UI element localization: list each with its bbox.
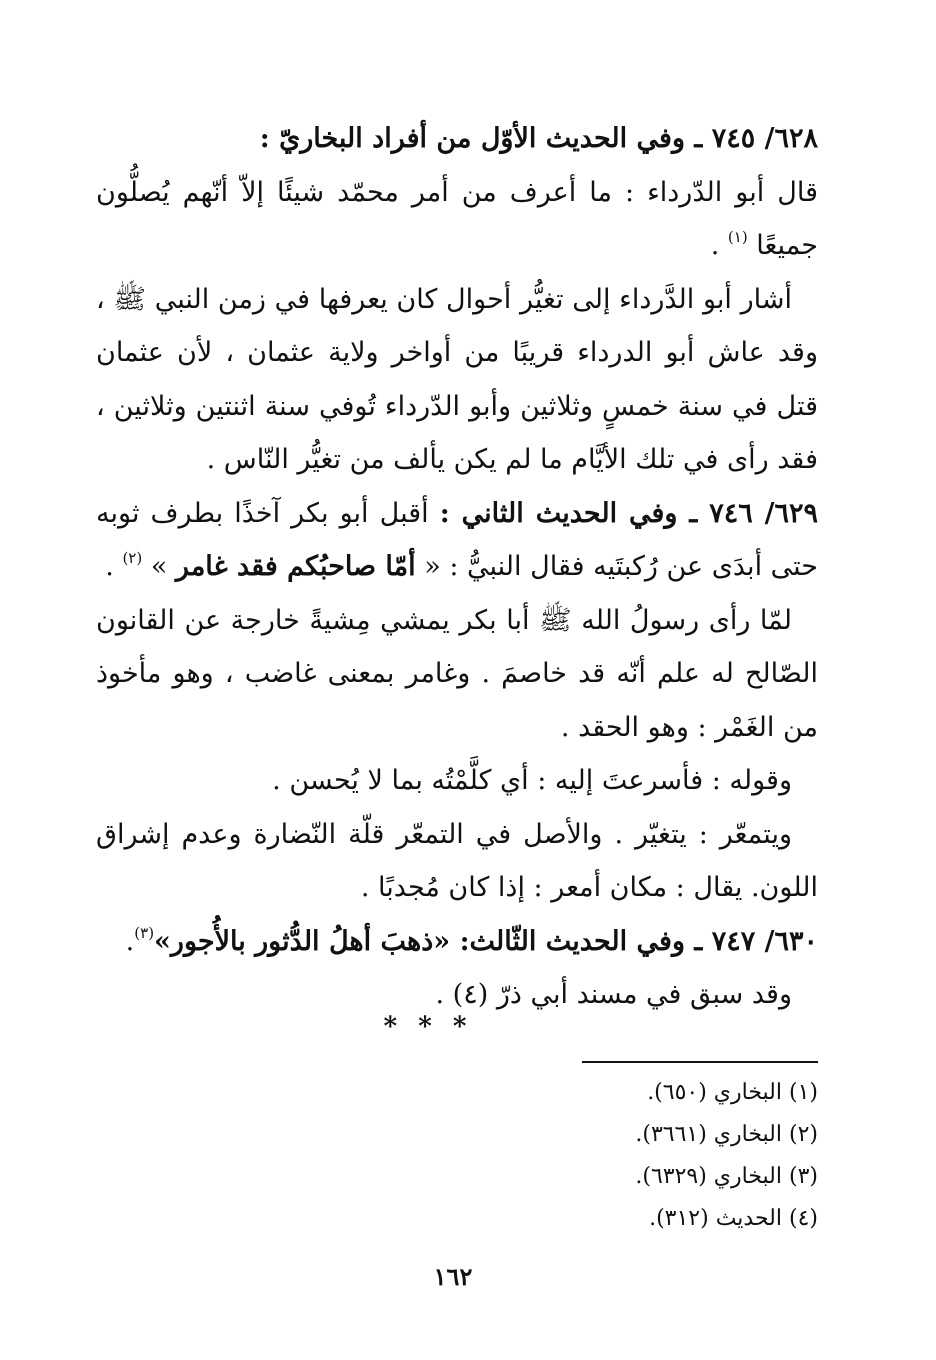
hadith-628-text: قال أبو الدّرداء : ما أعرف من أمر محمّد شيئًا إلاّ أنّهم يُصلُّون جميعًا [96, 176, 818, 261]
footnotes [418, 1072, 818, 1240]
commentary-629-2: وقوله : فأسرعتَ إليه : أي كلَّمْتُه بما لا يُحسن . [272, 765, 792, 796]
footnote-2: (٢) البخاري (٣٦٦١). [635, 1122, 818, 1147]
hadith-629 [96, 487, 818, 594]
footnote-ref-2: (٢) [122, 549, 143, 567]
footnote-divider [582, 1061, 818, 1063]
footnote-4: (٤) الحديث (٣١٢). [649, 1206, 818, 1231]
hadith-628-heading: ٦٢٨/ ٧٤٥ ـ وفي الحديث الأوّل من أفراد البخاريّ : [259, 123, 818, 154]
section-separator: * * * [383, 1012, 473, 1042]
hadith-629-end: . [105, 551, 123, 582]
hadith-629-heading: ٦٢٩/ ٧٤٦ ـ وفي الحديث الثاني : [439, 497, 818, 529]
commentary-629-1: لمّا رأى رسولُ الله ﷺ أبا بكر يمشي مِشيةً خارجة عن القانون الصّالح له علم أنّه قد خاصمَ . وغامر بمعنى غاضب ، وهو مأخوذ من الغَمْر : وهو الحقد . [96, 604, 818, 743]
commentary-630: وقد سبق في مسند أبي ذرّ (٤) . [435, 979, 792, 1010]
hadith-629-text: أقبل أبو بكر آخذًا بطرف ثوبه حتى أبدَى عن رُكبتَيه فقال النبيُّ : « [96, 497, 818, 582]
footnote-ref-1: (١) [727, 228, 748, 246]
hadith-630-end: . [125, 925, 135, 957]
hadith-630 [96, 915, 818, 969]
page-number: ١٦٢ [433, 1262, 473, 1291]
page-body [96, 112, 818, 1022]
hadith-630-heading: ٦٣٠/ ٧٤٧ ـ وفي الحديث الثّالث: «ذهبَ أهلُ الدُّثور بالأُجور» [154, 925, 818, 957]
hadith-628 [96, 112, 818, 273]
footnote-1: (١) البخاري (٦٥٠). [647, 1080, 818, 1105]
footnote-3: (٣) البخاري (٦٣٢٩). [635, 1164, 818, 1189]
footnote-ref-3: (٣) [134, 923, 155, 942]
hadith-628-end: . [710, 230, 728, 261]
hadith-629-close: » [150, 551, 176, 582]
commentary-628: أشار أبو الدَّرداء إلى تغيُّر أحوال كان يعرفها في زمن النبي ﷺ ، وقد عاش أبو الدرداء قريبًا من أواخر ولاية عثمان ، لأن عثمان قتل في سنة خمسٍ وثلاثين وأبو الدّرداء تُوفي سنة اثنتين وثلاثين ، فقد رأى في تلك الأيَّام ما لم يكن يألف من تغيُّر النّاس . [96, 283, 818, 475]
hadith-629-quote: أمّا صاحبُكم فقد غامر [175, 551, 416, 582]
commentary-629-3: ويتمعّر : يتغيّر . والأصل في التمعّر قلّة النّضارة وعدم إشراق اللون. يقال : مكان أمعر : إذا كان مُجدبًا . [96, 818, 818, 903]
